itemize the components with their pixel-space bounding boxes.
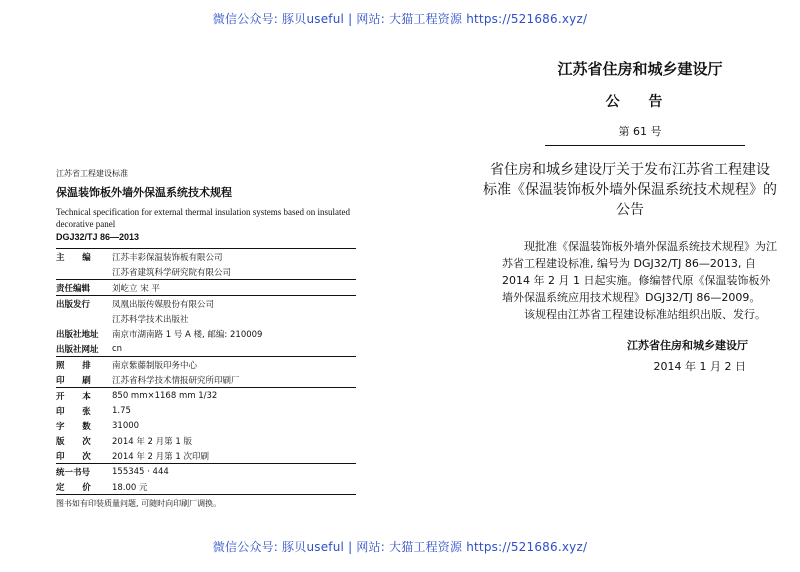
- colophon-row-value: 江苏省科学技术情报研究所印刷厂: [112, 375, 240, 386]
- colophon-row-value: 155345 · 444: [112, 466, 169, 477]
- issuing-organization: 江苏省住房和城乡建设厅: [557, 60, 723, 78]
- signature: 江苏省住房和城乡建设厅: [627, 339, 748, 352]
- colophon-row-label: 统一书号: [56, 467, 91, 478]
- colophon-row-value: 850 mm×1168 mm 1/32: [112, 390, 218, 401]
- colophon-row-label: 出版发行: [56, 299, 91, 310]
- colophon-divider-bottom: [56, 494, 356, 495]
- colophon-row-label: 出版社网址: [56, 344, 99, 355]
- colophon-row: [56, 403, 356, 418]
- colophon-row-label: 印 刷: [56, 375, 91, 386]
- colophon-row: [56, 448, 356, 463]
- paragraph-1: 现批准《保温装饰板外墙外保温系统技术规程》为江苏省工程建设标准, 编号为 DGJ32/TJ 86—2013, 自 2014 年 2 月 1 日起实施。修编替代原《保温装饰板外墙外保温系统应用技术规程》DGJ32/TJ 86—2009。: [502, 240, 777, 304]
- watermark-top: 微信公众号: 豚贝useful | 网站: 大猫工程资源 https://521686.xyz/: [212, 12, 588, 26]
- colophon-row-value: 南京紫藤制版印务中心: [112, 360, 198, 371]
- colophon-row: [56, 464, 356, 479]
- colophon-row-label: 印 次: [56, 451, 91, 462]
- colophon-row-label: 印 张: [56, 406, 91, 417]
- colophon-row-label: 定 价: [56, 482, 91, 493]
- colophon-row-value: cn: [112, 343, 123, 354]
- series-label: 江苏省工程建设标准: [56, 169, 128, 178]
- announcement-heading: [420, 160, 780, 220]
- colophon-row: [56, 357, 356, 372]
- colophon-row: [56, 479, 356, 494]
- colophon-row-value: 2014 年 2 月第 1 次印刷: [112, 451, 209, 462]
- colophon-row: [56, 388, 356, 403]
- watermark-bottom: 微信公众号: 豚贝useful | 网站: 大猫工程资源 https://521686.xyz/: [212, 540, 588, 554]
- quality-notice: 图书如有印装质量问题, 可随时向印刷厂调换。: [56, 499, 222, 508]
- colophon-row: [56, 296, 356, 311]
- colophon-row: [56, 433, 356, 448]
- colophon-row: [56, 249, 356, 264]
- colophon-row-label: 责任编辑: [56, 283, 91, 294]
- colophon-row-value: 江苏科学技术出版社: [112, 314, 189, 325]
- colophon-row-value: 凤凰出版传媒股份有限公司: [112, 299, 215, 310]
- colophon-row-value: 江苏丰彩保温装饰板有限公司: [112, 252, 223, 263]
- colophon-row-label: 照 排: [56, 360, 91, 371]
- colophon-row-value: 南京市湖南路 1 号 A 楼, 邮编: 210009: [112, 329, 263, 340]
- colophon-row-value: 2014 年 2 月第 1 版: [112, 436, 192, 447]
- colophon-row: [56, 326, 356, 341]
- colophon-table: [56, 249, 356, 495]
- issue-date: 2014 年 1 月 2 日: [653, 360, 746, 373]
- standard-code: DGJ32/TJ 86—2013: [56, 232, 140, 242]
- colophon-row-value: 江苏省建筑科学研究院有限公司: [112, 267, 232, 278]
- colophon-row: [56, 418, 356, 433]
- colophon-row-value: 18.00 元: [112, 482, 148, 493]
- colophon-row: [56, 280, 356, 295]
- paragraph-2: 该规程由江苏省工程建设标准站组织出版、发行。: [524, 308, 766, 321]
- colophon-row-label: 版 次: [56, 436, 91, 447]
- announcement-body: [420, 238, 780, 323]
- colophon-row: [56, 341, 356, 356]
- announcement-page: [420, 58, 780, 374]
- colophon-row-value: 1.75: [112, 405, 131, 416]
- colophon-row: [56, 264, 356, 279]
- colophon-row-label: 出版社地址: [56, 329, 99, 340]
- announcement-number: 第 61 号: [618, 125, 662, 138]
- announcement-title: 公 告: [605, 94, 675, 110]
- colophon-row-label: 主 编: [56, 252, 91, 263]
- colophon-row-label: 开 本: [56, 391, 91, 402]
- divider-right: [545, 145, 745, 146]
- heading-line-2: 标准《保温装饰板外墙外保温系统技术规程》的公告: [483, 182, 777, 218]
- heading-line-1: 省住房和城乡建设厅关于发布江苏省工程建设: [490, 162, 770, 178]
- colophon-page: [56, 168, 356, 509]
- colophon-row-label: 字 数: [56, 421, 91, 432]
- colophon-row: [56, 372, 356, 387]
- colophon-row-value: 31000: [112, 420, 140, 431]
- book-title-en: Technical specification for external thermal insulation systems based on insulated decorative panel: [56, 207, 351, 229]
- colophon-row: [56, 311, 356, 326]
- colophon-row-value: 刘屹立 宋 平: [112, 283, 160, 294]
- book-title-cn: 保温装饰板外墙外保温系统技术规程: [56, 186, 232, 199]
